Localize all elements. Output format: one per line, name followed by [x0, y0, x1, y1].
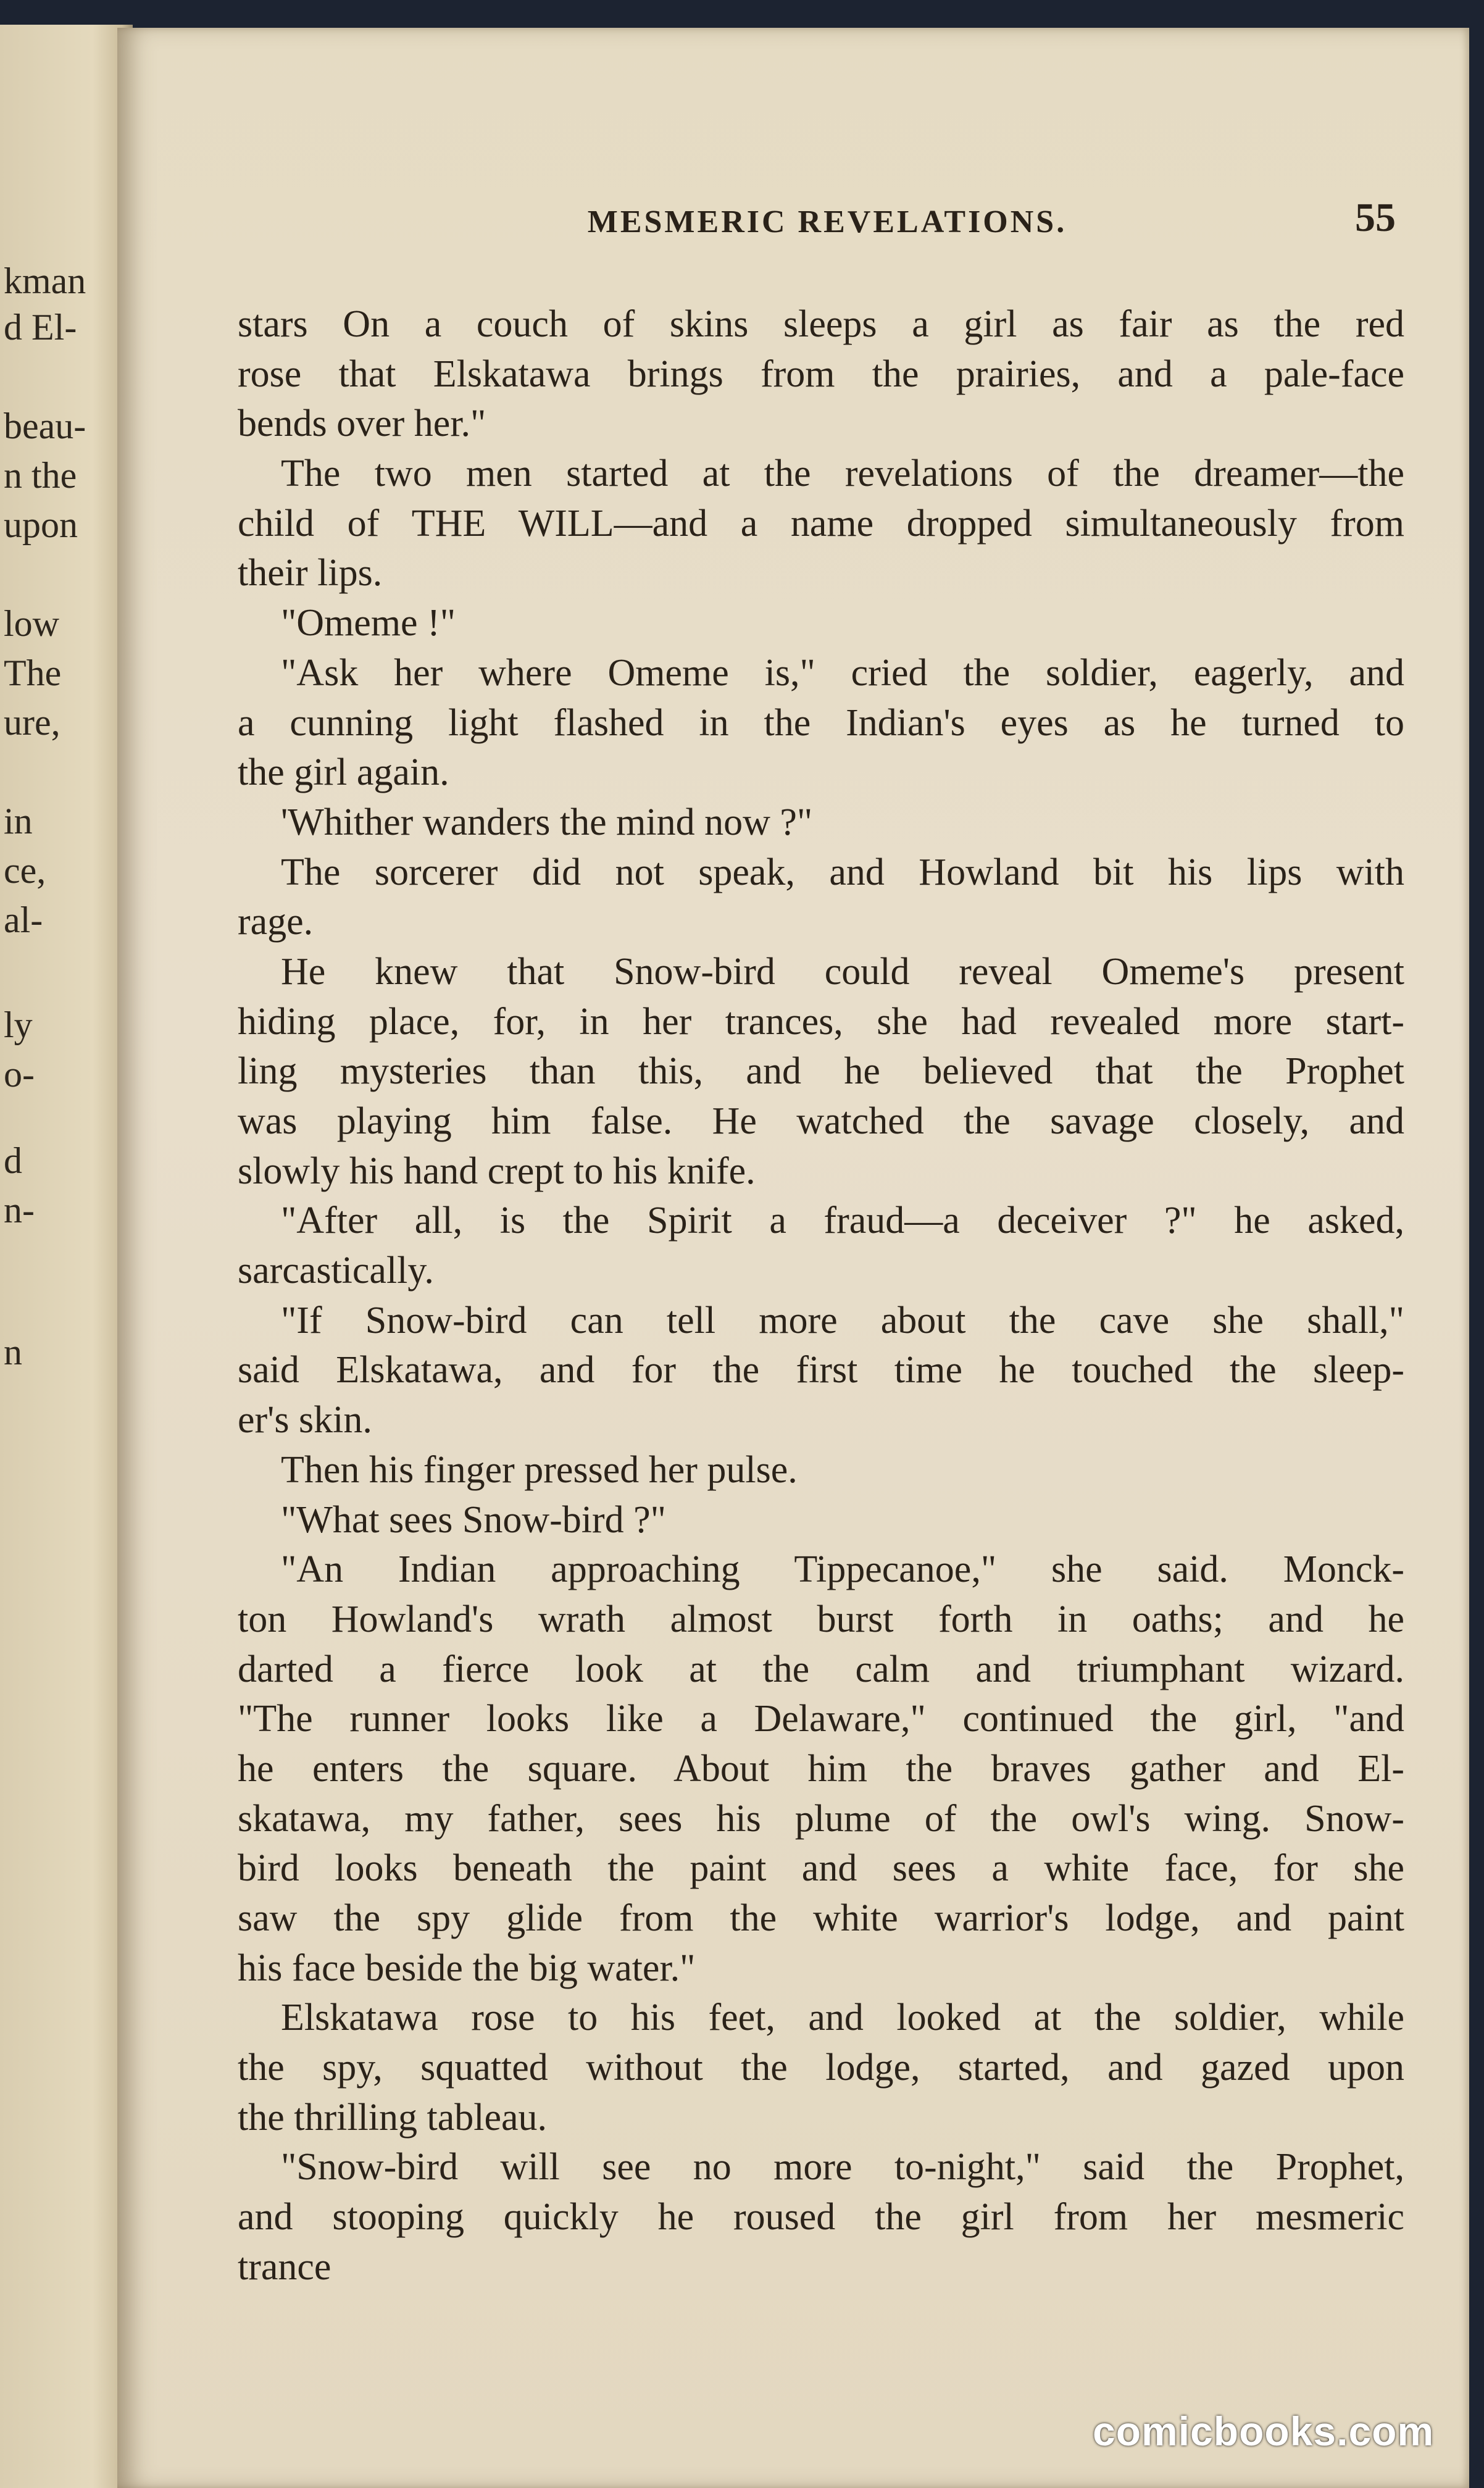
text-line: The two men started at the revelations of the dreamer—the [281, 453, 1404, 495]
facing-page-edge [0, 25, 133, 2488]
text-line: "After all, is the Spirit a fraud—a deceiver ?" he asked, [281, 1200, 1404, 1242]
facing-page-fragment: ure, [4, 702, 60, 743]
text-line: hiding place, for, in her trances, she had revealed more start- [238, 1000, 1404, 1043]
watermark: comicbooks.com [1093, 2408, 1435, 2454]
text-line: saw the spy glide from the white warrior's lodge, and paint [238, 1897, 1404, 1939]
facing-page-fragment: kman [4, 261, 86, 301]
text-line: he enters the square. About him the braves gather and El- [238, 1747, 1404, 1790]
facing-page-fragment: low [4, 603, 59, 644]
running-title: MESMERIC REVELATIONS. [587, 204, 1067, 240]
text-line: The sorcerer did not speak, and Howland bit his lips with [281, 851, 1404, 893]
text-line: trance [238, 2245, 331, 2288]
text-line: and stooping quickly he roused the girl from her mesmeric [238, 2196, 1404, 2239]
text-line: ling mysteries than this, and he believed that the Prophet [238, 1050, 1404, 1093]
text-line: bird looks beneath the paint and sees a white face, for she [238, 1847, 1404, 1890]
facing-page-fragment: d [4, 1140, 22, 1181]
page-number: 55 [1355, 195, 1396, 240]
text-line: He knew that Snow-bird could reveal Omeme's present [281, 950, 1404, 993]
facing-page-fragment: o- [4, 1054, 35, 1095]
text-line: was playing him false. He watched the savage closely, and [238, 1100, 1404, 1142]
body-text [238, 299, 1404, 2300]
facing-page-fragment: beau- [4, 406, 86, 446]
text-line: said Elskatawa, and for the first time he touched the sleep- [238, 1349, 1404, 1392]
text-line: the thrilling tableau. [238, 2096, 548, 2139]
text-line: 'Whither wanders the mind now ?" [281, 801, 813, 843]
facing-page-fragment: The [4, 653, 62, 693]
facing-page-fragment: n- [4, 1190, 35, 1230]
facing-page-fragment: n [4, 1332, 22, 1372]
text-line: the spy, squatted without the lodge, started, and gazed upon [238, 2047, 1404, 2089]
text-line: the girl again. [238, 751, 449, 794]
text-line: "Snow-bird will see no more to-night," said the Prophet, [281, 2146, 1404, 2189]
text-line: their lips. [238, 552, 383, 595]
text-line: sarcastically. [238, 1250, 434, 1292]
facing-page-fragment: in [4, 801, 33, 841]
text-line: his face beside the big water." [238, 1947, 696, 1989]
facing-page-fragment: ce, [4, 850, 46, 891]
book-page [117, 28, 1469, 2488]
text-line: darted a fierce look at the calm and triumphant wizard. [238, 1648, 1404, 1690]
facing-page-fragment: ly [4, 1004, 33, 1045]
facing-page-fragment: n the [4, 455, 77, 496]
text-line: child of THE WILL—and a name dropped simultaneously from [238, 502, 1404, 545]
text-line: "The runner looks like a Delaware," continued the girl, "and [238, 1698, 1404, 1740]
text-line: Then his finger pressed her pulse. [281, 1448, 798, 1491]
text-line: skatawa, my father, sees his plume of the owl's wing. Snow- [238, 1797, 1404, 1840]
text-line: rage. [238, 901, 314, 943]
text-line: "Omeme !" [281, 602, 456, 645]
text-line: "What sees Snow-bird ?" [281, 1498, 666, 1541]
text-line: er's skin. [238, 1399, 372, 1442]
facing-page-fragment: upon [4, 504, 78, 545]
text-line: "An Indian approaching Tippecanoe," she said. Monck- [281, 1548, 1404, 1591]
text-line: slowly his hand crept to his knife. [238, 1150, 756, 1192]
text-line: Elskatawa rose to his feet, and looked at the soldier, while [281, 1997, 1404, 2039]
text-line: "Ask her where Omeme is," cried the soldier, eagerly, and [281, 651, 1404, 694]
text-line: bends over her." [238, 403, 486, 445]
text-line: a cunning light flashed in the Indian's eyes as he turned to [238, 701, 1404, 744]
text-line: rose that Elskatawa brings from the prairies, and a pale-face [238, 353, 1404, 395]
text-line: ton Howland's wrath almost burst forth in oaths; and he [238, 1598, 1404, 1640]
text-line: "If Snow-bird can tell more about the cave she shall," [281, 1299, 1404, 1342]
facing-page-fragment: al- [4, 900, 43, 940]
facing-page-fragment: d El- [4, 307, 77, 348]
text-line: stars On a couch of skins sleeps a girl as fair as the red [238, 303, 1404, 345]
